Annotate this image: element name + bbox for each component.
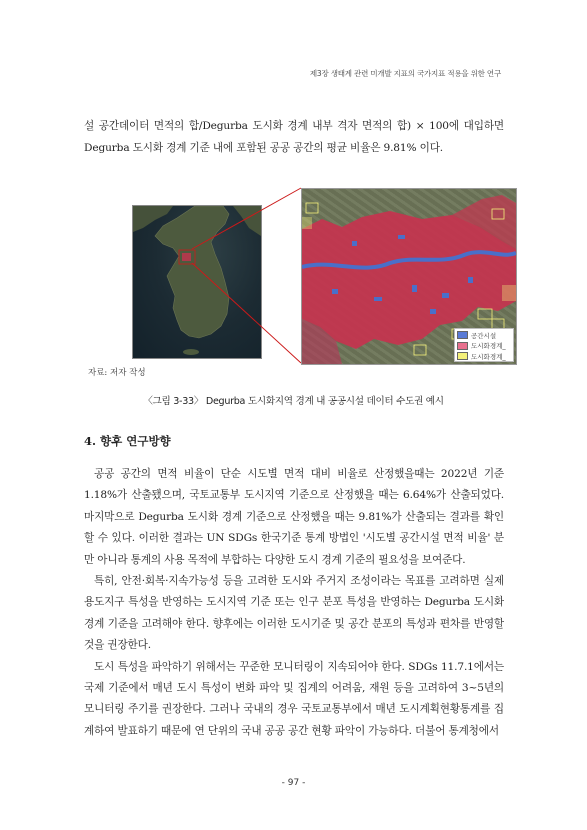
figure-caption: 〈그림 3-33〉 Degurba 도시화지역 경계 내 공공시설 데이터 수도권 예시	[143, 396, 444, 407]
page-number: - 97 -	[281, 778, 306, 788]
body-text	[84, 464, 504, 742]
legend-swatch-blue	[457, 331, 468, 339]
legend-item-urban-boundary-1	[457, 341, 511, 352]
figure-source: 자료: 저자 작성	[88, 368, 146, 378]
body-paragraph-3: 도시 특성을 파악하기 위해서는 꾸준한 모니터링이 지속되어야 한다. SDGs 11.7.1에서는 국제 기준에서 매년 도시 특성이 변화 파악 및 집계의 어려움, 재원 등을 고려하여 3~5년의 모니터링 주기를 권장한다. 그러나 국내의 경우 국토교통부에서 매년 도시계획현황통계를 집계하여 발표하기 때문에 연 단위의 국내 공공 공간 현황 파악이 가능하다. 더불어 통계청에서	[84, 660, 504, 737]
body-paragraph-2: 특히, 안전·회복·지속가능성 등을 고려한 도시와 주거지 조성이라는 목표를 고려하면 실제 용도지구 특성을 반영하는 도시지역 기준 또는 인구 분포 특성을 반영하는 Degurba 도시화 경계 기준을 고려해야 한다. 향후에는 이러한 도시기준 및 공간 분포의 특성과 편차를 반영할 것을 권장한다.	[84, 575, 504, 652]
intro-paragraph	[84, 116, 504, 159]
seoul-metro-zoom-map	[301, 188, 517, 365]
legend-label: 공간시설	[471, 331, 497, 340]
legend-item-urban-boundary-2	[457, 351, 511, 362]
body-paragraph-1: 공공 공간의 면적 비율이 단순 시도별 면적 대비 비율로 산정했을때는 2022년 기준 1.18%가 산출됐으며, 국토교통부 도시지역 기준으로 산정했을 때는 6.64%가 산출되었다. 마지막으로 Degurba 도시화 경계 기준으로 산정했을 때는 9.81%가 산출되는 결과를 확인할 수 있다. 이러한 결과는 UN SDGs 한국기준 통계 방법인 '시도별 공간시설 면적 비율' 분만 아니라 통계의 사용 목적에 부합하는 다양한 도시 경계 기준의 필요성을 보여준다.	[84, 468, 504, 566]
section-heading: 4. 향후 연구방향	[84, 434, 171, 448]
legend-item-public-facility	[457, 330, 511, 341]
legend-swatch-pink	[457, 342, 468, 350]
legend-label: 도시화경계_	[471, 342, 506, 351]
figure-maps	[130, 188, 517, 363]
legend-label: 도시화경계_	[471, 352, 506, 361]
running-header: 제3장 생태계 관련 미개발 지표의 국가지표 적용을 위한 연구	[309, 69, 501, 78]
legend-swatch-yellow	[457, 352, 468, 360]
map-legend	[454, 328, 514, 362]
intro-text: 설 공간데이터 면적의 합/Degurba 도시화 경계 내부 격자 면적의 합) × 100에 대입하면 Degurba 도시화 경계 기준 내에 포함된 공공 공간의 평균 비율은 9.81% 이다.	[84, 120, 504, 154]
